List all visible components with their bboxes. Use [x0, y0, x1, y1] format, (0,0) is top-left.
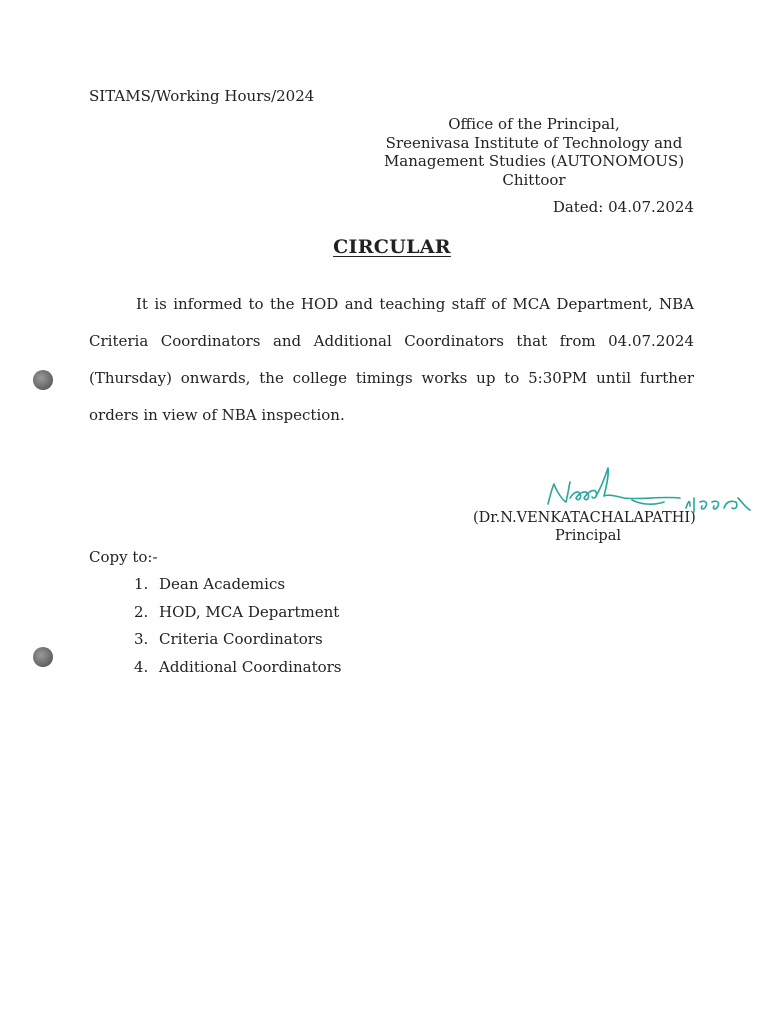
punch-hole — [33, 647, 53, 667]
signatory-title: Principal — [555, 528, 621, 544]
list-item-number: 2. — [134, 602, 149, 621]
list-item-text: Dean Academics — [159, 575, 286, 593]
list-item-number: 4. — [134, 658, 149, 677]
circular-title: CIRCULAR — [333, 236, 451, 258]
list-item-number: 3. — [134, 630, 149, 649]
list-item — [134, 574, 342, 602]
list-item-number: 1. — [134, 575, 149, 593]
copy-to-label: Copy to:- — [89, 548, 158, 566]
punch-hole — [33, 370, 53, 390]
date-line: Dated: 04.07.2024 — [552, 198, 694, 216]
signatory-name: (Dr.N.VENKATACHALAPATHI) — [473, 510, 696, 526]
copy-to-list — [134, 574, 342, 685]
list-item — [134, 629, 342, 657]
reference-number: SITAMS/Working Hours/2024 — [89, 87, 315, 105]
office-line: Management Studies (AUTONOMOUS) — [383, 152, 685, 170]
list-item — [134, 657, 342, 685]
list-item-text: HOD, MCA Department — [159, 602, 340, 621]
office-line: Office of the Principal, — [448, 115, 620, 133]
office-address — [374, 115, 694, 189]
circular-body: It is informed to the HOD and teaching staff of MCA Department, NBA Criteria Coordinators and Additional Coordinators that from 04.07.2024 (Thursday) onwards, the college timings works up to 5:30PM until further orders in view of NBA inspection. — [89, 295, 694, 424]
office-line: Sreenivasa Institute of Technology and — [385, 133, 683, 152]
list-item-text: Additional Coordinators — [159, 658, 342, 677]
list-item — [134, 602, 342, 630]
office-line: Chittoor — [502, 170, 566, 189]
list-item-text: Criteria Coordinators — [159, 630, 323, 649]
